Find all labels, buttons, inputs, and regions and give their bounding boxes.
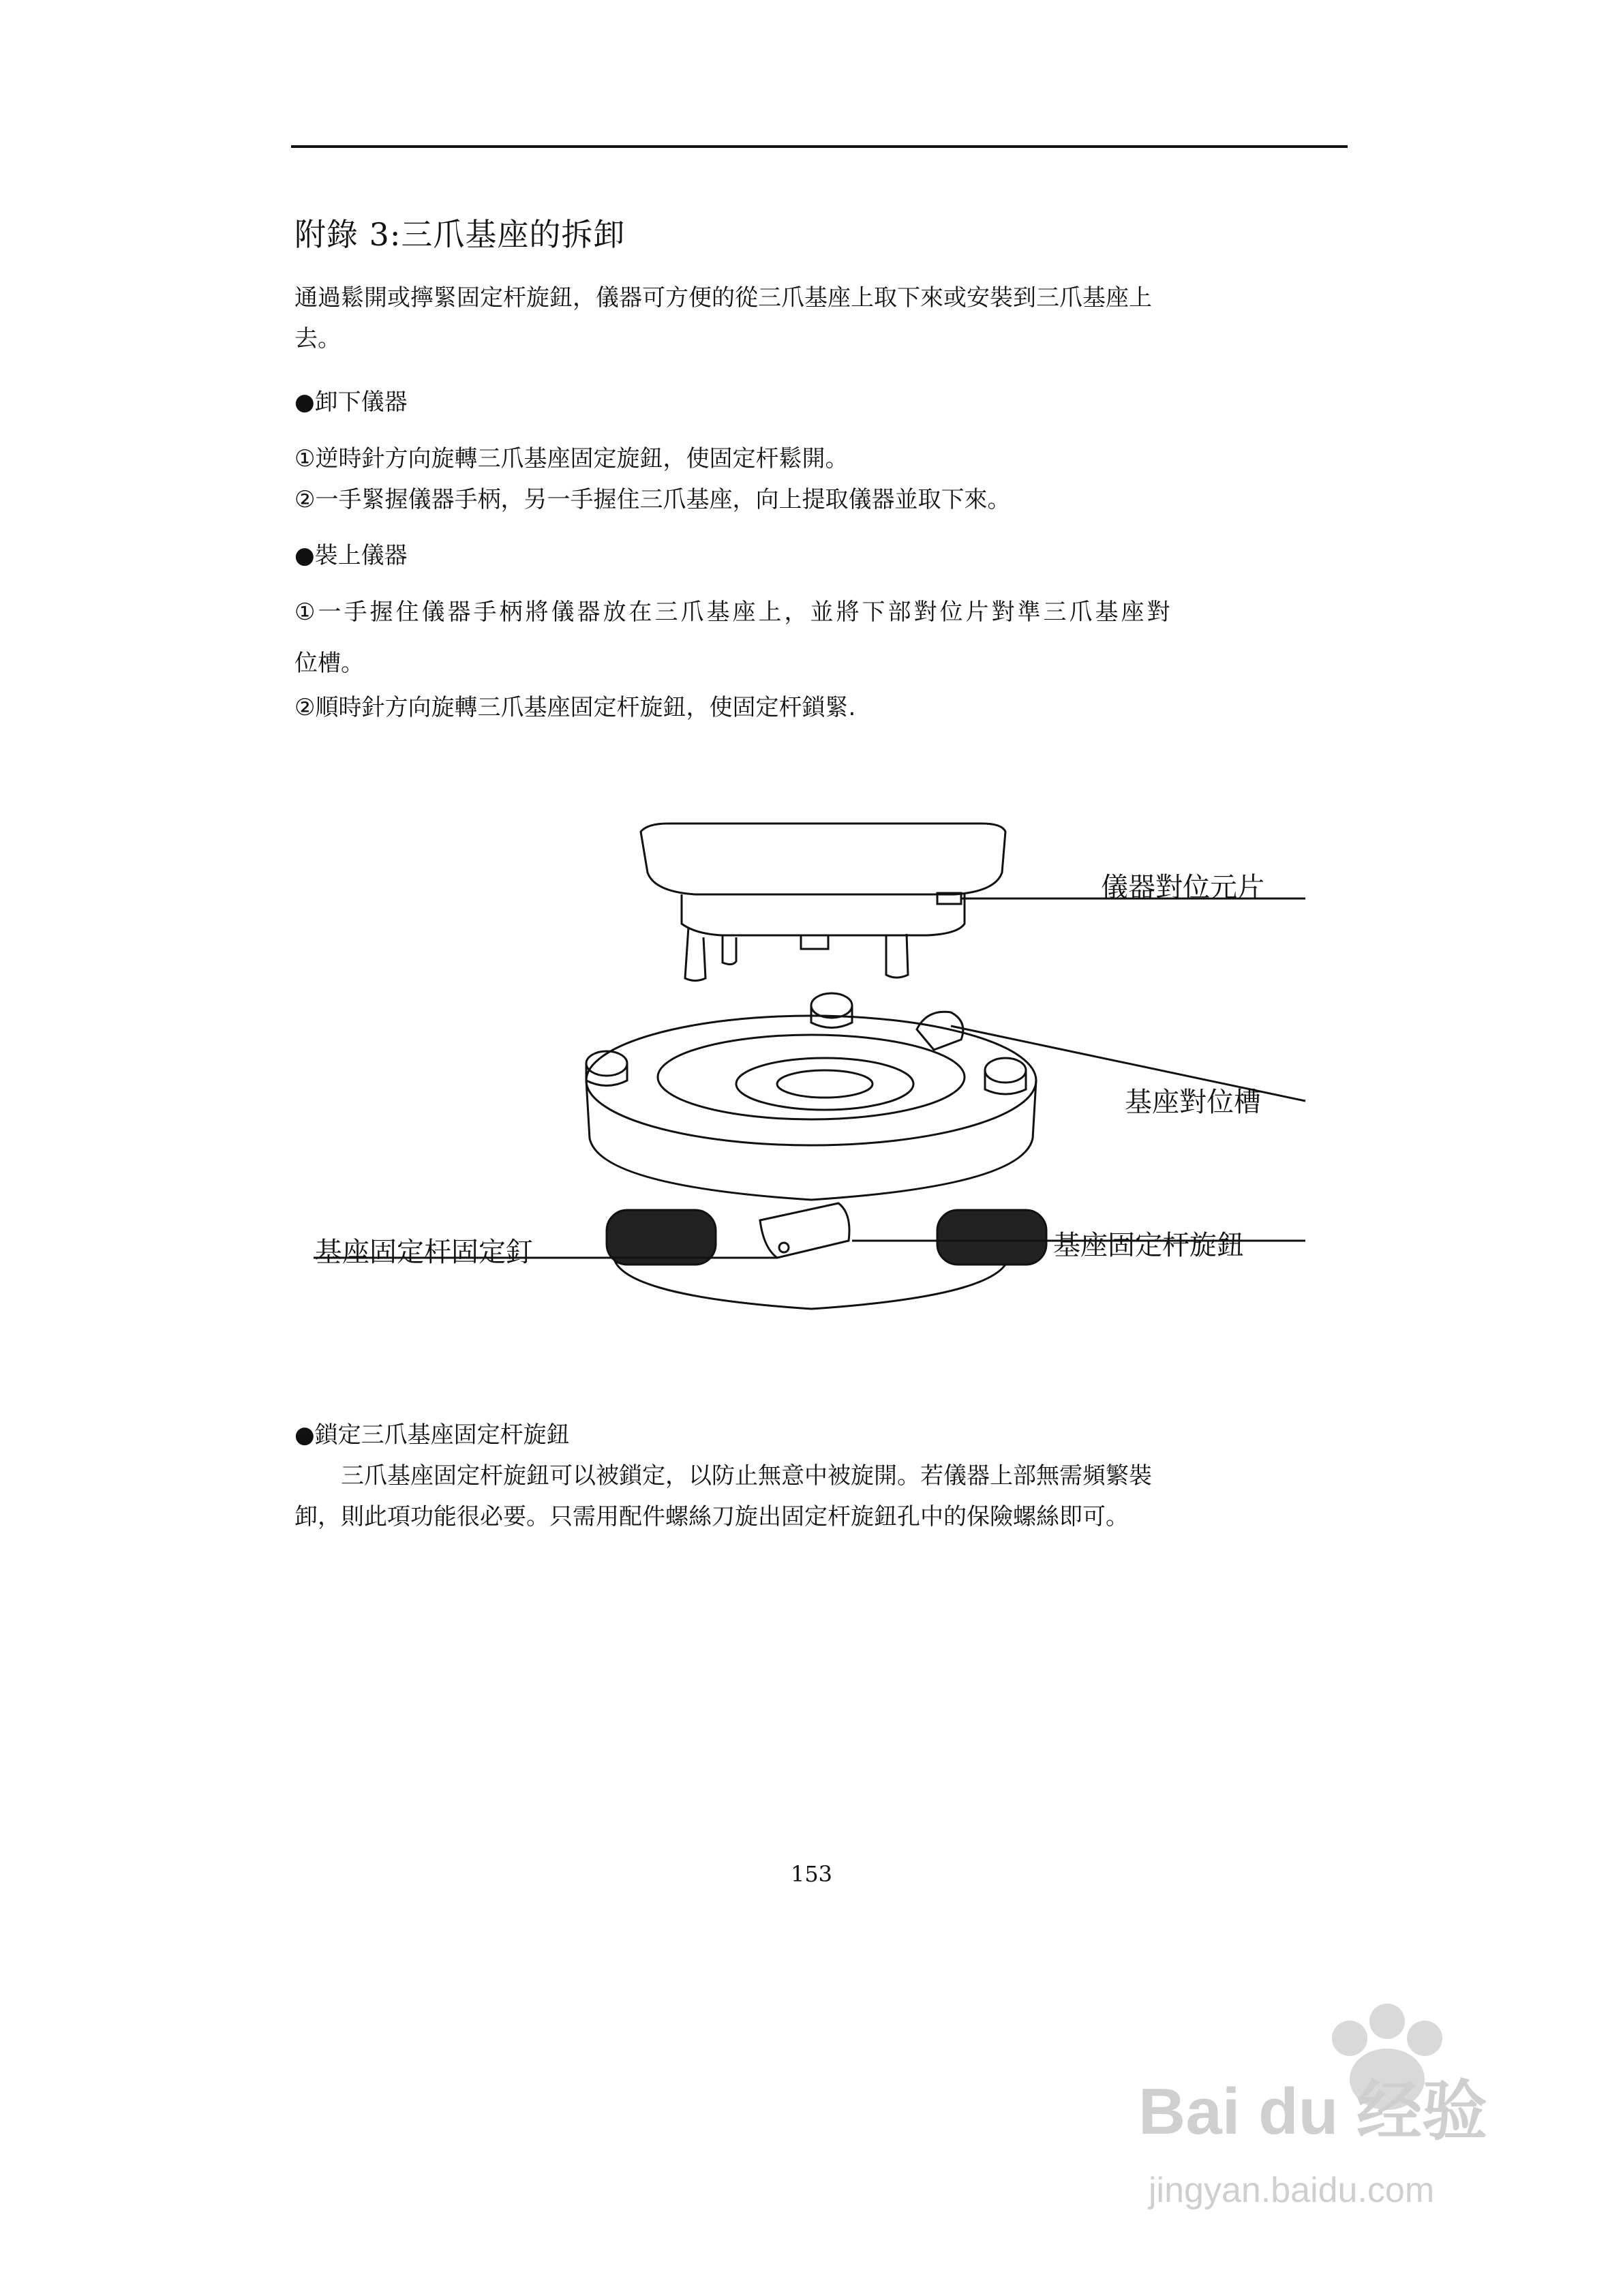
install-step-1-line-1: ①一手握住儀器手柄將儀器放在三爪基座上，並將下部對位片對準三爪基座對 — [294, 599, 1173, 626]
page-number: 153 — [790, 1861, 833, 1887]
baidu-watermark — [1135, 1991, 1558, 2236]
install-step-2: ②順時針方向旋轉三爪基座固定杆旋鈕，使固定杆鎖緊. — [294, 694, 856, 721]
watermark-url: jingyan.baidu.com — [1149, 2171, 1435, 2210]
right-knob — [937, 1210, 1046, 1265]
install-step-1-line-2: 位槽。 — [294, 650, 364, 677]
lock-heading: ●鎖定三爪基座固定杆旋鈕 — [294, 1421, 570, 1449]
lock-line-2: 卸，則此項功能很必要。只需用配件螺絲刀旋出固定杆旋鈕孔中的保險螺絲即可。 — [294, 1503, 1129, 1530]
page-title: 附錄 3:三爪基座的拆卸 — [294, 216, 626, 253]
install-heading: ●裝上儀器 — [294, 542, 408, 569]
label-lever-knob: 基座固定杆旋鈕 — [1053, 1230, 1244, 1261]
instrument-body — [641, 824, 1005, 981]
remove-heading: ●卸下儀器 — [294, 389, 408, 416]
watermark-brand: Bai du 经验 — [1138, 2075, 1488, 2148]
remove-step-1: ①逆時針方向旋轉三爪基座固定旋鈕，使固定杆鬆開。 — [294, 445, 849, 472]
label-base-slot: 基座對位槽 — [1125, 1087, 1261, 1118]
intro-line-1: 通過鬆開或擰緊固定杆旋鈕，儀器可方便的從三爪基座上取下來或安裝到三爪基座上 — [294, 284, 1152, 312]
lock-line-1: 三爪基座固定杆旋鈕可以被鎖定，以防止無意中被旋開。若儀器上部無需頻繁裝 — [341, 1462, 1152, 1490]
intro-line-2: 去。 — [294, 325, 341, 352]
remove-step-2: ②一手緊握儀器手柄，另一手握住三爪基座，向上提取儀器並取下來。 — [294, 486, 1011, 513]
header-rule — [291, 145, 1348, 148]
label-instrument-tab: 儀器對位元片 — [1101, 872, 1264, 903]
label-lever-pin: 基座固定杆固定釘 — [315, 1237, 533, 1268]
left-knob — [607, 1210, 716, 1265]
